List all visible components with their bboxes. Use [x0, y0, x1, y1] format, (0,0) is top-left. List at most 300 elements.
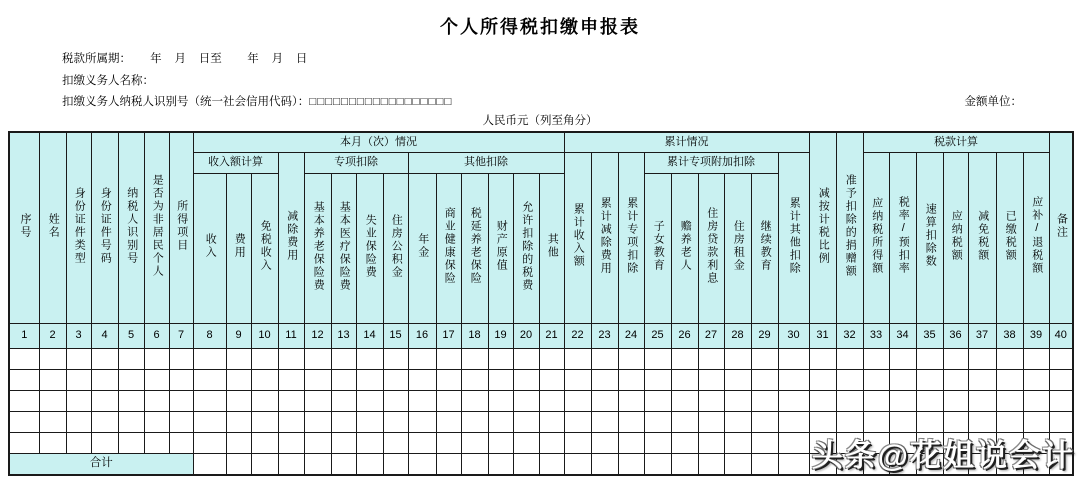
cell [408, 348, 436, 369]
cell [943, 369, 968, 390]
cell [39, 411, 66, 432]
cell [193, 432, 226, 453]
cell [513, 348, 539, 369]
page-title: 个人所得税扣缴申报表 [440, 17, 640, 37]
cell [671, 453, 698, 475]
cell [66, 369, 91, 390]
cell [118, 390, 144, 411]
col-header-other [539, 173, 564, 323]
cell [408, 369, 436, 390]
cell [644, 369, 671, 390]
cell [591, 453, 618, 475]
cell [488, 411, 513, 432]
col-header-fee [226, 173, 251, 323]
cell [889, 369, 916, 390]
label: 住房租金 [732, 220, 745, 273]
cell: 4 [91, 323, 118, 348]
cell: 10 [251, 323, 278, 348]
col-header-elderly-support [671, 173, 698, 323]
cell [461, 369, 488, 390]
cell [144, 348, 169, 369]
cell [251, 348, 278, 369]
cell [169, 369, 193, 390]
cell [331, 432, 356, 453]
label: 所得项目 [175, 199, 188, 252]
cell [564, 348, 591, 369]
cell [539, 411, 564, 432]
label: 准予扣除的捐赠额 [844, 173, 857, 278]
cell [304, 453, 331, 475]
cell: 12 [304, 323, 331, 348]
cell [91, 390, 118, 411]
cell [144, 411, 169, 432]
subgroup-other-deduction: 其他扣除 [408, 152, 564, 173]
cell [193, 390, 226, 411]
cell [226, 348, 251, 369]
cell [698, 453, 724, 475]
label: 继续教育 [759, 220, 772, 273]
cell [278, 411, 304, 432]
cell: 17 [436, 323, 461, 348]
cell [408, 390, 436, 411]
cell: 24 [618, 323, 644, 348]
cell [331, 348, 356, 369]
col-header-deduction-expense [278, 152, 304, 323]
group-header-current-month: 本月（次）情况 [193, 132, 564, 152]
col-header-id-number [91, 132, 118, 323]
cell [618, 369, 644, 390]
cell [383, 432, 408, 453]
cell [144, 369, 169, 390]
cell [778, 390, 809, 411]
cell [39, 369, 66, 390]
cell [331, 411, 356, 432]
cell [118, 432, 144, 453]
cell [836, 411, 863, 432]
cell [916, 348, 943, 369]
cell [644, 390, 671, 411]
cell [356, 369, 383, 390]
cell [356, 348, 383, 369]
cell [1023, 348, 1049, 369]
cell: 6 [144, 323, 169, 348]
cell: 19 [488, 323, 513, 348]
total-label-cell: 合计 [9, 453, 193, 475]
cell [436, 453, 461, 475]
col-header-tax-reduction [968, 152, 996, 323]
cell [144, 432, 169, 453]
cell [618, 432, 644, 453]
cell [968, 348, 996, 369]
cell [39, 390, 66, 411]
cell: 32 [836, 323, 863, 348]
label: 身份证件类型 [73, 186, 86, 265]
cell [916, 411, 943, 432]
cell [304, 390, 331, 411]
cell [513, 432, 539, 453]
label: 姓名 [47, 212, 60, 239]
cell [671, 390, 698, 411]
cell [304, 348, 331, 369]
cell [564, 411, 591, 432]
label: 基本医疗保险费 [338, 200, 351, 292]
cell [1023, 369, 1049, 390]
col-header-deductible-taxes [513, 173, 539, 323]
col-header-reduced-tax-ratio [809, 132, 836, 323]
cell [436, 390, 461, 411]
cell [436, 432, 461, 453]
cell [461, 411, 488, 432]
label: 纳税人识别号 [125, 186, 138, 265]
col-header-nonresident [144, 132, 169, 323]
label: 累计收入额 [572, 203, 585, 269]
cell: 3 [66, 323, 91, 348]
cell [331, 369, 356, 390]
cell [304, 411, 331, 432]
col-header-deductible-donation [836, 132, 863, 323]
cell [698, 432, 724, 453]
cell [591, 369, 618, 390]
cell [9, 390, 39, 411]
col-header-income [193, 173, 226, 323]
cell [671, 348, 698, 369]
label: 住房公积金 [390, 213, 403, 279]
cell [809, 348, 836, 369]
cell [1049, 411, 1073, 432]
cell [66, 432, 91, 453]
cell [118, 348, 144, 369]
cell [408, 411, 436, 432]
cell [118, 369, 144, 390]
cell [169, 432, 193, 453]
cell: 20 [513, 323, 539, 348]
agent-tin-label: 扣缴义务人纳税人识别号（统一社会信用代码）： [62, 96, 310, 108]
cell [383, 453, 408, 475]
cell [751, 390, 778, 411]
cell [9, 411, 39, 432]
col-header-cum-deduction-expense [591, 152, 618, 323]
cell: 15 [383, 323, 408, 348]
cell [1049, 369, 1073, 390]
col-header-cum-income [564, 152, 591, 323]
cell: 18 [461, 323, 488, 348]
cell [889, 390, 916, 411]
cell [778, 369, 809, 390]
col-header-id-type [66, 132, 91, 323]
cell [751, 348, 778, 369]
cell [671, 369, 698, 390]
cell [778, 453, 809, 475]
cell [671, 411, 698, 432]
cell [671, 432, 698, 453]
cell [488, 453, 513, 475]
amount-unit-label: 金额单位： [964, 96, 1022, 108]
cell [836, 348, 863, 369]
col-header-tax-payable [943, 152, 968, 323]
label: 累计其他扣除 [788, 196, 801, 275]
cell [916, 369, 943, 390]
cell [144, 390, 169, 411]
label: 减按计税比例 [817, 186, 830, 265]
cell [836, 390, 863, 411]
cell [996, 390, 1023, 411]
label: 应纳税所得额 [870, 196, 883, 275]
cell [331, 453, 356, 475]
tax-period-line [62, 50, 307, 66]
group-header-cumulative: 累计情况 [564, 132, 809, 152]
cell [39, 432, 66, 453]
cell [836, 369, 863, 390]
col-header-unemployment-insurance [356, 173, 383, 323]
cell [863, 348, 889, 369]
cell [724, 369, 751, 390]
cell: 25 [644, 323, 671, 348]
label: 身份证件号码 [99, 186, 112, 265]
data-row [9, 411, 1073, 432]
currency-note: 人民币元（列至角分） [482, 115, 598, 127]
cell [943, 411, 968, 432]
label: 免税收入 [259, 220, 272, 273]
label: 已缴税额 [1004, 209, 1017, 262]
cell [751, 432, 778, 453]
cell [488, 369, 513, 390]
cell [169, 348, 193, 369]
cell [226, 432, 251, 453]
cell: 35 [916, 323, 943, 348]
col-header-continuing-education [751, 173, 778, 323]
cell: 2 [39, 323, 66, 348]
cell [461, 390, 488, 411]
col-header-deferred-pension-insurance [461, 173, 488, 323]
cell [996, 369, 1023, 390]
cell [996, 411, 1023, 432]
cell [304, 369, 331, 390]
cell [66, 390, 91, 411]
cell [383, 411, 408, 432]
cell [193, 369, 226, 390]
cell: 16 [408, 323, 436, 348]
cell: 13 [331, 323, 356, 348]
label: 减免税额 [976, 209, 989, 262]
label: 税延养老保险 [469, 207, 482, 286]
cell [644, 348, 671, 369]
cell [488, 348, 513, 369]
label: 费用 [233, 233, 246, 260]
col-header-pension-insurance [304, 173, 331, 323]
cell [724, 432, 751, 453]
cell [809, 411, 836, 432]
cell [943, 348, 968, 369]
cell [408, 432, 436, 453]
label: 住房贷款利息 [705, 207, 718, 286]
cell: 21 [539, 323, 564, 348]
col-header-medical-insurance [331, 173, 356, 323]
col-header-mortgage-interest [698, 173, 724, 323]
cell [251, 432, 278, 453]
withholding-agent-tin-line [62, 93, 452, 109]
cell [278, 390, 304, 411]
cell [66, 348, 91, 369]
cell [751, 411, 778, 432]
tax-form-table [8, 131, 1074, 476]
cell: 26 [671, 323, 698, 348]
col-header-quick-deduction [916, 152, 943, 323]
cell [968, 411, 996, 432]
cell: 5 [118, 323, 144, 348]
cell [169, 411, 193, 432]
cell [539, 348, 564, 369]
cell [408, 453, 436, 475]
cell [698, 411, 724, 432]
cell [169, 390, 193, 411]
cell [193, 411, 226, 432]
cell: 30 [778, 323, 809, 348]
cell [591, 432, 618, 453]
cell [698, 348, 724, 369]
cell [513, 390, 539, 411]
cell [564, 432, 591, 453]
tax-period-value: 年 月 日至 年 月 日 [131, 53, 308, 65]
col-header-income-item [169, 132, 193, 323]
cell [193, 348, 226, 369]
cell [278, 369, 304, 390]
cell [383, 348, 408, 369]
col-header-annuity [408, 173, 436, 323]
cell [644, 411, 671, 432]
label: 年金 [416, 233, 429, 260]
cell [226, 390, 251, 411]
cell [461, 348, 488, 369]
cell [618, 348, 644, 369]
cell [724, 411, 751, 432]
cell: 9 [226, 323, 251, 348]
cell [564, 390, 591, 411]
cell: 14 [356, 323, 383, 348]
col-header-cum-other-deduction [778, 152, 809, 323]
label: 应补/退税额 [1030, 196, 1043, 276]
cell [809, 369, 836, 390]
data-row [9, 348, 1073, 369]
cell: 38 [996, 323, 1023, 348]
cell [226, 453, 251, 475]
cell [278, 348, 304, 369]
subgroup-cum-special-additional-deduction: 累计专项附加扣除 [644, 152, 778, 173]
cell [193, 453, 226, 475]
cell [91, 369, 118, 390]
watermark: 头条@花姐说会计 [811, 438, 1075, 473]
cell [9, 432, 39, 453]
col-header-taxpayer-id [118, 132, 144, 323]
cell [91, 411, 118, 432]
cell [618, 411, 644, 432]
label: 子女教育 [652, 220, 665, 273]
cell [618, 453, 644, 475]
cell [1023, 411, 1049, 432]
cell [513, 411, 539, 432]
cell: 29 [751, 323, 778, 348]
cell [539, 390, 564, 411]
label: 减除费用 [285, 209, 298, 262]
cell [9, 369, 39, 390]
cell [251, 411, 278, 432]
label: 应纳税额 [950, 209, 963, 262]
col-header-cum-special-deduction [618, 152, 644, 323]
col-header-remarks [1049, 132, 1073, 323]
cell [356, 411, 383, 432]
cell [436, 411, 461, 432]
label: 基本养老保险费 [312, 200, 325, 292]
col-header-tax-rate [889, 152, 916, 323]
col-header-housing-rent [724, 173, 751, 323]
cell: 37 [968, 323, 996, 348]
cell [591, 411, 618, 432]
cell [698, 390, 724, 411]
cell [304, 432, 331, 453]
subgroup-income-calculation: 收入额计算 [193, 152, 278, 173]
cell [916, 390, 943, 411]
cell [778, 411, 809, 432]
cell [356, 432, 383, 453]
col-header-housing-fund [383, 173, 408, 323]
label: 累计专项扣除 [625, 196, 638, 275]
cell [436, 369, 461, 390]
cell [618, 390, 644, 411]
cell [91, 348, 118, 369]
col-header-tax-paid [996, 152, 1023, 323]
cell [226, 411, 251, 432]
cell [1049, 390, 1073, 411]
cell [118, 411, 144, 432]
tin-boxes: □□□□□□□□□□□□□□□□□□ [309, 96, 453, 108]
cell [1049, 348, 1073, 369]
cell [778, 432, 809, 453]
cell [461, 453, 488, 475]
data-row [9, 390, 1073, 411]
subgroup-special-deduction: 专项扣除 [304, 152, 408, 173]
cell [863, 369, 889, 390]
group-header-tax-calculation: 税款计算 [863, 132, 1049, 152]
cell [751, 453, 778, 475]
cell: 33 [863, 323, 889, 348]
cell: 22 [564, 323, 591, 348]
cell [91, 432, 118, 453]
cell [778, 348, 809, 369]
cell: 34 [889, 323, 916, 348]
col-header-tax-due-refund [1023, 152, 1049, 323]
cell [564, 453, 591, 475]
cell [996, 348, 1023, 369]
cell [591, 390, 618, 411]
label: 收入 [204, 233, 217, 260]
cell [968, 390, 996, 411]
cell [9, 348, 39, 369]
cell [724, 348, 751, 369]
cell: 7 [169, 323, 193, 348]
cell [436, 348, 461, 369]
cell [39, 348, 66, 369]
cell [724, 453, 751, 475]
cell [278, 453, 304, 475]
withholding-agent-name-line [62, 72, 154, 88]
cell [539, 432, 564, 453]
cell [356, 390, 383, 411]
cell [251, 453, 278, 475]
cell [356, 453, 383, 475]
cell: 36 [943, 323, 968, 348]
cell [488, 390, 513, 411]
cell [863, 390, 889, 411]
label: 序号 [19, 212, 32, 239]
